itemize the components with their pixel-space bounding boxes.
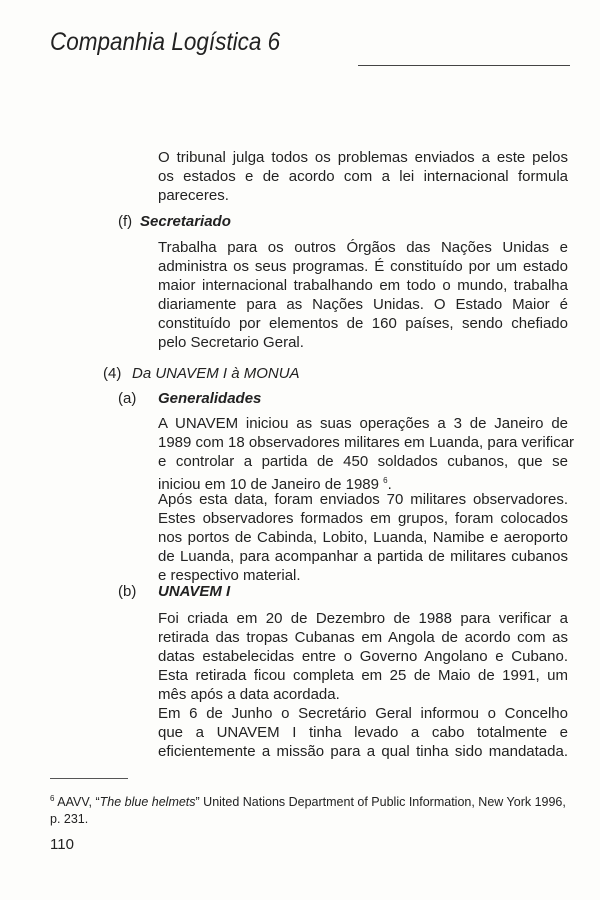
line: pareceres. <box>158 187 229 204</box>
line: retirada das tropas Cubanas em Angola de acordo com as <box>158 629 568 646</box>
heading-unavem-i: UNAVEM I <box>158 583 231 600</box>
line: O tribunal julga todos os problemas enviados a este pelos <box>158 149 568 166</box>
line: eficientemente a missão para a qual tinha sido mandatada. <box>158 743 568 760</box>
line: diariamente para as Nações Unidas. O Estado Maior é <box>158 296 568 313</box>
line: Esta retirada ficou completa em 25 de Maio de 1991, um <box>158 667 568 684</box>
footnote-prefix: AAVV, “ <box>57 795 100 810</box>
footnote-suffix: ” United Nations Department of Public Information, New York 1996, p. 231. <box>50 795 566 827</box>
footnote-title: The blue helmets <box>99 795 196 810</box>
line: iniciou em 10 de Janeiro de 1989 $^6$. <box>158 476 392 493</box>
footnote-rule <box>50 778 128 779</box>
footnote-ref: 6 <box>383 476 388 485</box>
line: de Luanda, para acompanhar a partida de militares cubanos <box>158 548 568 565</box>
line: maior internacional trabalhando em todo o mundo, trabalha <box>158 277 568 294</box>
header-rule <box>358 65 570 66</box>
line: 1989 com 18 observadores militares em Luanda, para verificar <box>158 434 575 451</box>
item-label-f: (f) <box>118 213 133 230</box>
line: Trabalha para os outros Órgãos das Nações Unidas e <box>158 239 568 256</box>
unavem-i-paragraph <box>158 609 568 761</box>
section-label-4: (4) <box>103 365 122 382</box>
page-number: 110 <box>50 836 74 853</box>
line: A UNAVEM iniciou as suas operações a 3 de Janeiro de <box>158 415 568 432</box>
item-label-b: (b) <box>118 583 137 600</box>
footnote <box>50 790 570 828</box>
secretariado-paragraph <box>158 238 568 352</box>
footnote-number: 6 <box>50 794 55 803</box>
line: e controlar a partida de 450 soldados cubanos, que se <box>158 453 568 470</box>
line: datas estabelecidas entre o Governo Angolano e Cubano. <box>158 648 568 665</box>
line: Em 6 de Junho o Secretário Geral informou o Concelho <box>158 705 568 722</box>
line-text: iniciou em 10 de Janeiro de 1989 <box>158 476 379 493</box>
line: nos portos de Cabinda, Lobito, Luanda, Namibe e aeroporto <box>158 529 568 546</box>
generalidades-paragraph <box>158 414 575 585</box>
heading-secretariado: Secretariado <box>140 213 231 230</box>
line: que a UNAVEM I tinha levado a cabo totalmente e <box>158 724 568 741</box>
line: mês após a data acordada. <box>158 686 340 703</box>
line: os estados e de acordo com a lei internacional formula <box>158 168 568 185</box>
intro-paragraph <box>158 148 568 205</box>
line: Foi criada em 20 de Dezembro de 1988 para verificar a <box>158 610 568 627</box>
line: Estes observadores formados em grupos, foram colocados <box>158 510 568 527</box>
line: pelo Secretario Geral. <box>158 334 304 351</box>
line: administra os seus programas. É constituído por um estado <box>158 258 568 275</box>
heading-generalidades: Generalidades <box>158 390 262 407</box>
line: Após esta data, foram enviados 70 militares observadores. <box>158 491 568 508</box>
line: e respectivo material. <box>158 567 301 584</box>
running-header: Companhia Logística 6 <box>50 28 281 56</box>
item-label-a: (a) <box>118 390 137 407</box>
section-heading: Da UNAVEM I à MONUA <box>132 365 300 382</box>
line: constituído por elementos de 160 países, sendo chefiado <box>158 315 568 332</box>
